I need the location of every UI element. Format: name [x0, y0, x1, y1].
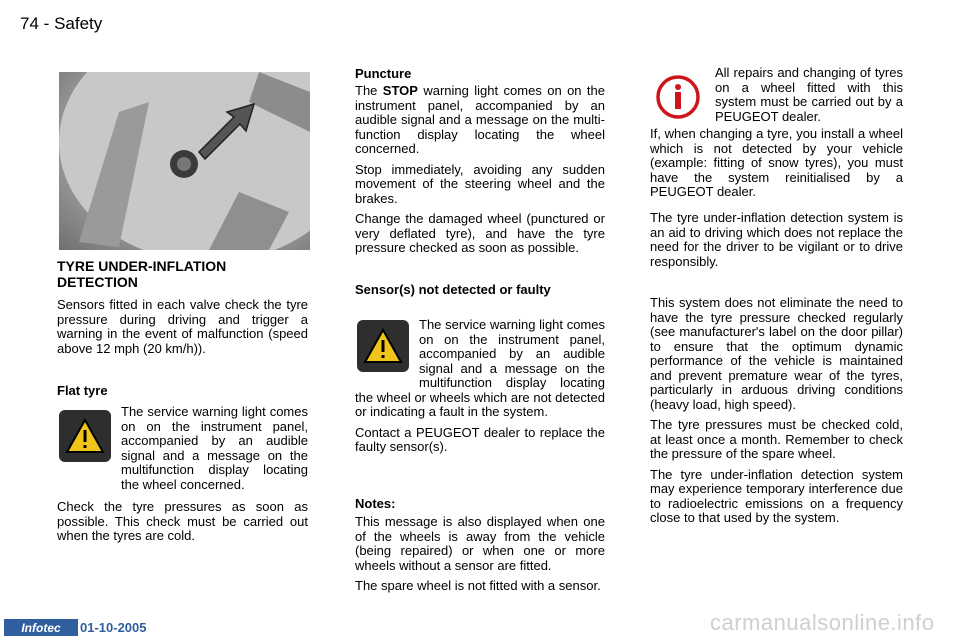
interference-paragraph: The tyre under-inflation detection system may experience temporary interference due to radioelectric emissions on a frequency close to that used by the system.: [650, 466, 903, 525]
section-title: TYRE UNDER-INFLATION DETECTION: [57, 258, 227, 290]
puncture-paragraph: The STOP warning light comes on on the instrument panel, accompanied by an audible signal and a message on the multi-function display locating the wheel concerned.: [355, 83, 605, 156]
notes-spare-paragraph: The spare wheel is not fitted with a sensor.: [355, 578, 601, 593]
notes-paragraph: This message is also displayed when one of the wheels is away from the vehicle (being repaired) or when one or more wheels without a sensor are fitted.: [355, 514, 605, 573]
column-2: [355, 66, 605, 262]
column-1: [57, 258, 308, 290]
watermark-link[interactable]: carmanualsonline.info: [710, 610, 935, 635]
stop-label: STOP: [382, 83, 418, 98]
wheel-illustration-icon: [59, 72, 310, 250]
notes-heading: Notes:: [355, 496, 396, 511]
page-header: [20, 14, 102, 34]
flat-tyre-check-paragraph: Check the tyre pressures as soon as possible. This check must be carried out when the tyres are cold.: [57, 499, 308, 543]
sensor-contact-paragraph: Contact a PEUGEOT dealer to replace the faulty sensor(s).: [355, 424, 605, 454]
page-title: Safety: [54, 14, 103, 33]
intro-paragraph: Sensors fitted in each valve check the tyre pressure during driving and trigger a warning in the event of malfunction (speed above 12 mph (20 km/h)).: [57, 297, 308, 356]
column-3: [650, 127, 903, 206]
sensor-heading: Sensor(s) not detected or faulty: [355, 282, 551, 297]
puncture-change-paragraph: Change the damaged wheel (punctured or very deflated tyre), and have the tyre pressure checked as soon as possible.: [355, 211, 605, 255]
aid-paragraph: The tyre under-inflation detection system is an aid to driving which does not replace the need for the driver to be vigilant or to drive responsibly.: [650, 210, 903, 269]
service-warning-icon: [59, 410, 111, 462]
puncture-heading: Puncture: [355, 66, 412, 81]
eliminate-paragraph: This system does not eliminate the need to have the tyre pressure checked regularly (see manufacturer's label on the door pillar) to ensure that the optimum dynamic performance of the vehicle is maintained and prevent premature wear of the tyres, particularly in arduous driving conditions (heavy load, high speed).: [650, 295, 903, 412]
infotec-logo: Infotec: [4, 619, 78, 636]
tyre-valve-sensor-photo: [59, 72, 310, 250]
repairs-paragraph: All repairs and changing of tyres on a wheel fitted with this system must be carried out by a PEUGEOT dealer.: [715, 65, 903, 124]
install-paragraph: If, when changing a tyre, you install a wheel which is not detected by your vehicle (example: fitting of snow tyres), you must have the system reinitialised by a PEUGEOT dealer.: [650, 126, 903, 199]
flat-tyre-heading: Flat tyre: [57, 383, 108, 398]
info-icon: [655, 74, 701, 125]
page-number: 74: [20, 14, 39, 33]
sensor-paragraph: The service warning light comes on on the instrument panel, accompanied by an audible signal and a message on the multifunction display locating the wheel or wheels which are not detected or indicating a fault in the system.: [355, 317, 605, 419]
puncture-stop-paragraph: Stop immediately, avoiding any sudden movement of the steering wheel and the brakes.: [355, 161, 605, 206]
cold-paragraph: The tyre pressures must be checked cold, at least once a month. Remember to check the pressure of the spare wheel.: [650, 417, 903, 461]
footer-date: 01-10-2005: [80, 620, 147, 635]
flat-tyre-paragraph: The service warning light comes on on the instrument panel, accompanied by an audible signal and a message on the multifunction display locating the wheel concerned.: [121, 404, 308, 492]
header-separator: -: [43, 14, 50, 33]
